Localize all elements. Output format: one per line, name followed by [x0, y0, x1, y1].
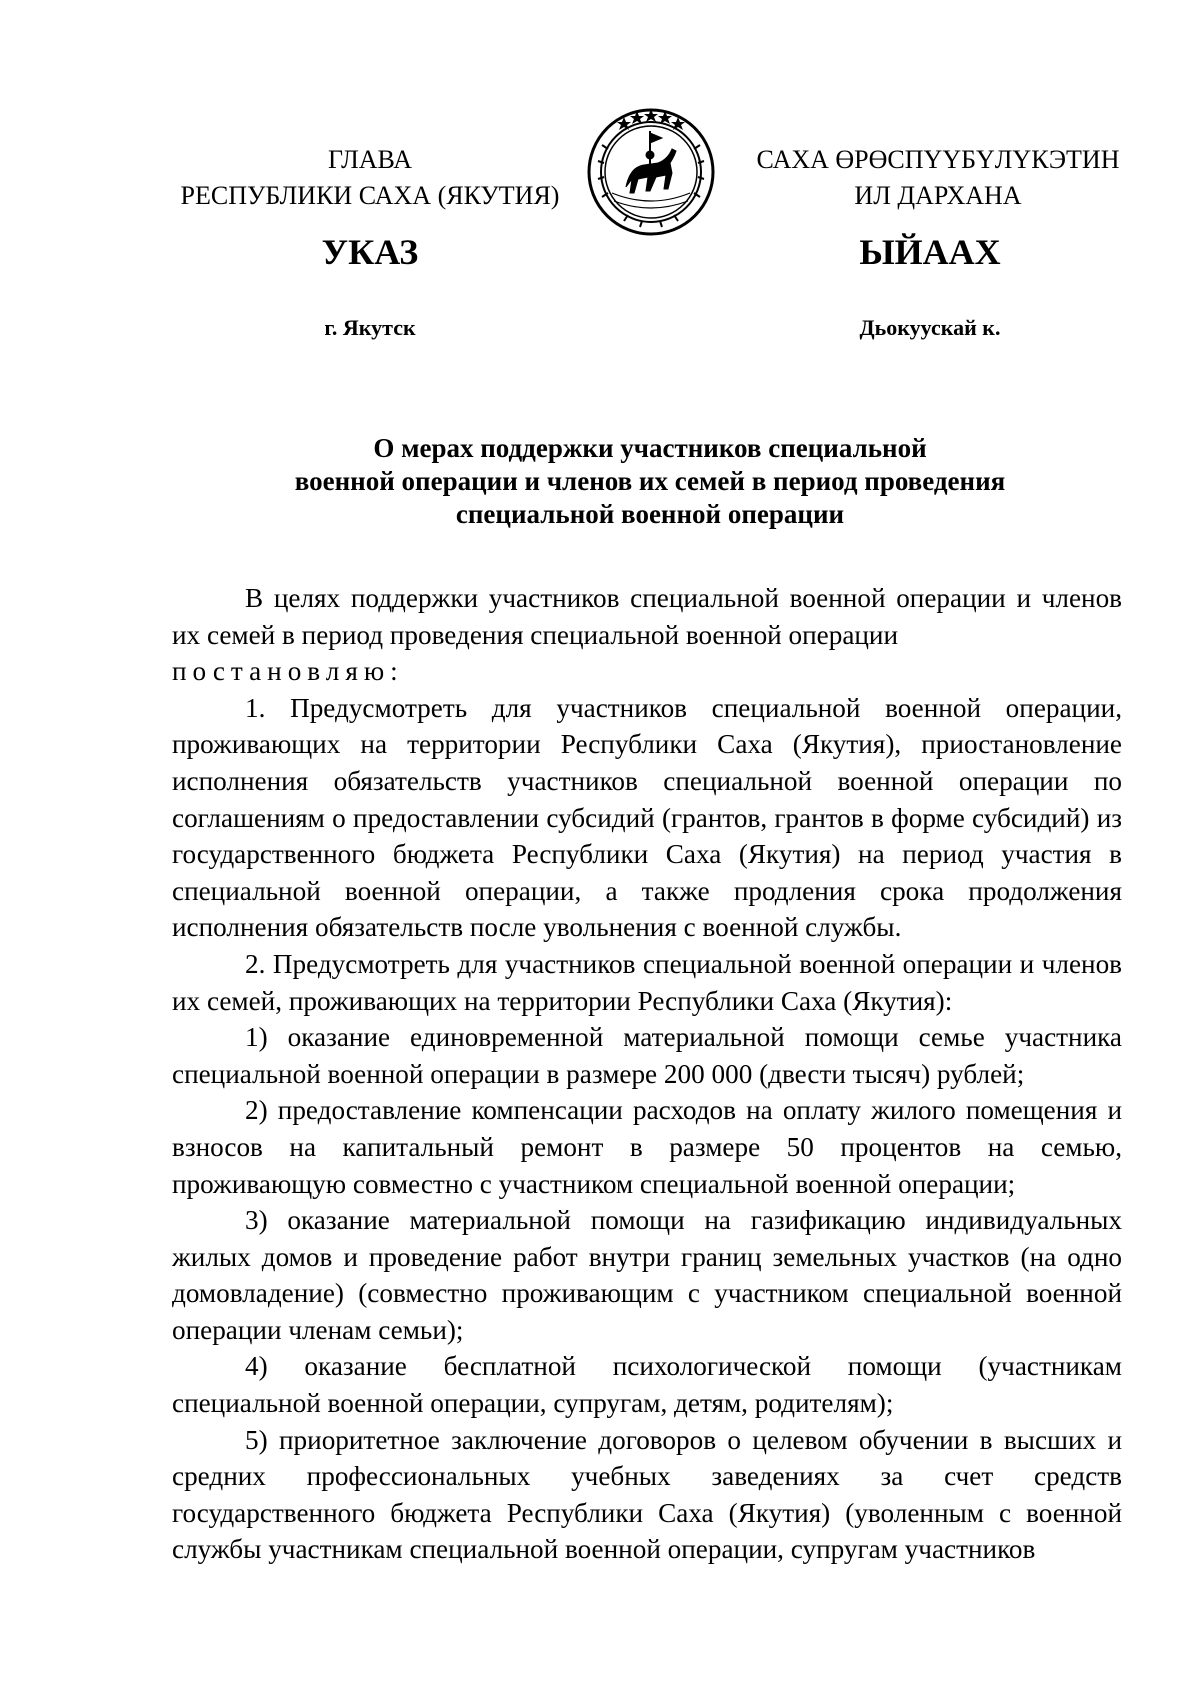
- paragraph-1: 1. Предусмотреть для участников специальной военной операции, проживающих на территории Республики Саха (Якутия), приостановление исполнения обязательств участников специальной военной операции по соглашениям о предоставлении субсидий (грантов, грантов в форме субсидий) из государственного бюджета Республики Саха (Якутия) на период участия в специальной военной операции, а также продления срока продолжения исполнения обязательств после увольнения с военной службы.: [172, 692, 1122, 943]
- issuer-ru-line1: ГЛАВА: [328, 145, 412, 174]
- decree-type-ru: УКАЗ: [321, 232, 419, 272]
- issuer-sah-line2: ИЛ ДАРХАНА: [854, 181, 1022, 210]
- list-item: 3) оказание материальной помощи на газификацию индивидуальных жилых домов и проведение работ внутри границ земельных участков (на одно домовладение) (совместно проживающим с участником специальной военной операции членам семьи);: [172, 1205, 1122, 1345]
- document-title: [200, 432, 1100, 531]
- city-sah: Дьокуускай к.: [859, 315, 1001, 340]
- title-line: специальной военной операции: [455, 499, 845, 529]
- issuer-sah-line1: САХА ӨРӨСПҮҮБҮЛҮКЭТИН: [756, 145, 1120, 174]
- issuer-sah: [738, 142, 1138, 214]
- list-item: 1) оказание единовременной материальной помощи семье участника специальной военной операции в размере 200 000 (двести тысяч) рублей;: [172, 1022, 1122, 1089]
- list-item: 4) оказание бесплатной психологической помощи (участникам специальной военной операции, супругам, детям, родителям);: [172, 1351, 1122, 1419]
- list-item: 2) предоставление компенсации расходов на оплату жилого помещения и взносов на капитальный ремонт в размере 50 процентов на семью, проживающую совместно с участником специальной военной операции;: [172, 1095, 1122, 1199]
- decree-type-sah: ЫЙААХ: [859, 232, 1001, 272]
- paragraph-2: 2. Предусмотреть для участников специальной военной операции и членов их семей, проживающих на территории Республики Саха (Якутия):: [172, 948, 1122, 1016]
- document-body: [172, 580, 1122, 1568]
- resolve-word: постановляю:: [172, 656, 404, 687]
- coat-of-arms-icon: [584, 105, 718, 239]
- intro-paragraph: В целях поддержки участников специальной военной операции и членов их семей в период проведения специальной военной операции: [172, 583, 1122, 650]
- issuer-ru-line2: РЕСПУБЛИКИ САХА (ЯКУТИЯ): [180, 181, 560, 210]
- issuer-ru: [150, 142, 590, 214]
- city-ru: г. Якутск: [324, 315, 416, 340]
- list-item: 5) приоритетное заключение договоров о целевом обучении в высших и средних профессиональных учебных заведениях за счет средств государственного бюджета Республики Саха (Якутия) (уволенным с военной службы участникам специальной военной операции, супругам участников: [172, 1424, 1122, 1565]
- title-line: О мерах поддержки участников специальной: [373, 433, 927, 463]
- title-line: военной операции и членов их семей в период проведения: [294, 466, 1006, 496]
